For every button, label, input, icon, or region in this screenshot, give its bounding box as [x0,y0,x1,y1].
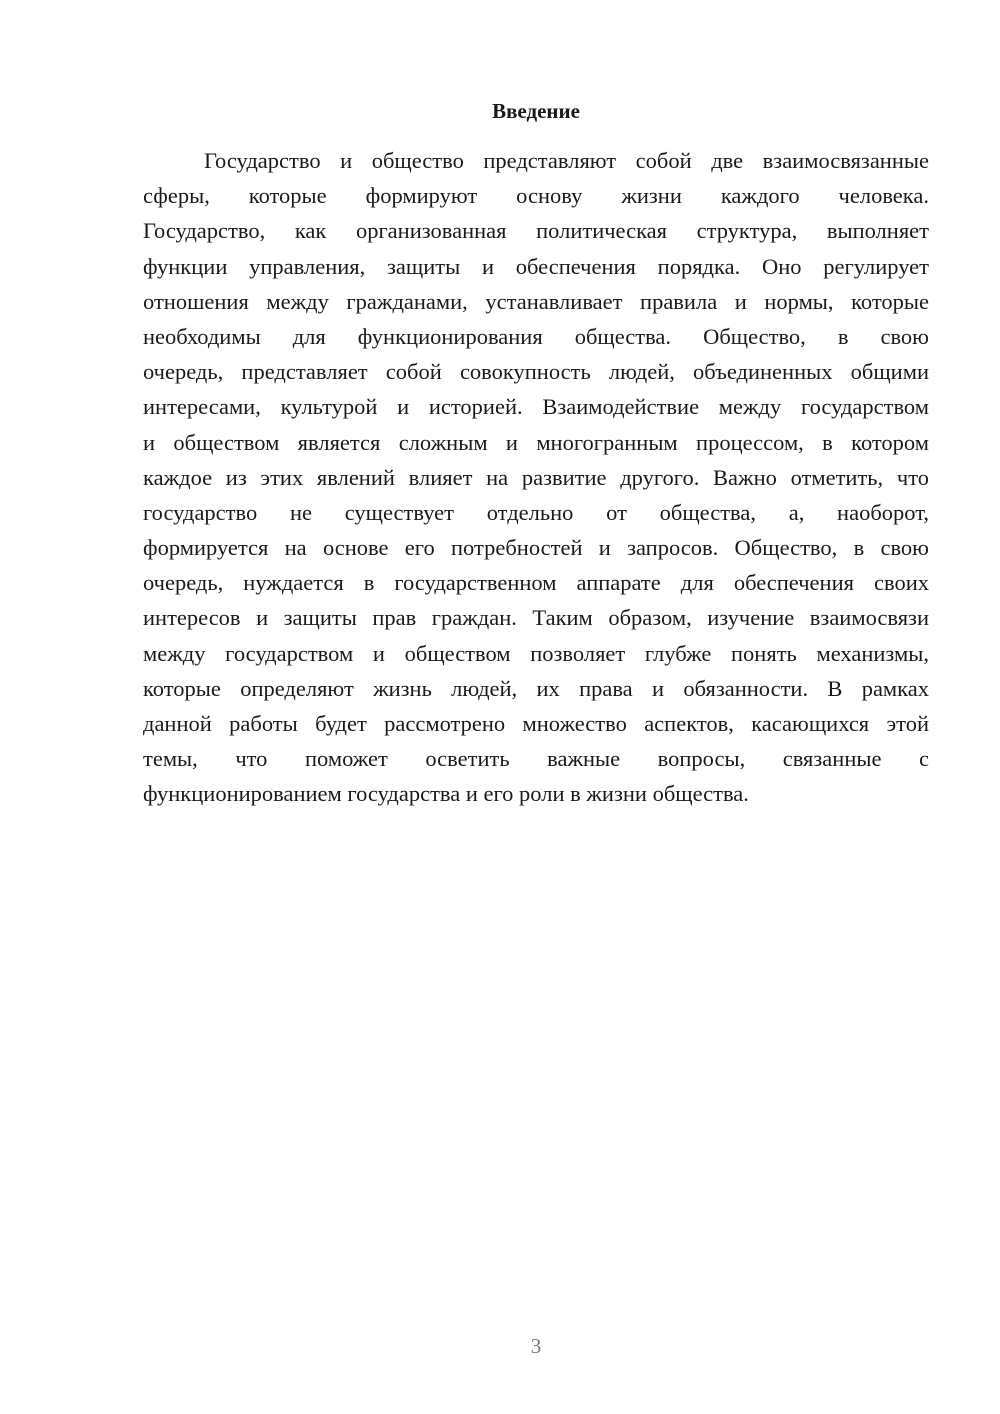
paragraph-line: и обществом является сложным и многогранным процессом, в котором [143,429,929,455]
paragraph-line: данной работы будет рассмотрено множество аспектов, касающихся этой [143,711,929,736]
paragraph-line: функционированием государства и его роли в жизни общества. [143,781,749,807]
paragraph-line: каждое из этих явлений влияет на развитие другого. Важно отметить, что [143,464,929,490]
paragraph-line: очередь, нуждается в государственном аппарате для обеспечения своих [143,570,929,596]
paragraph-line: темы, что поможет осветить важные вопросы, связанные с [143,746,929,772]
paragraph-line: очередь, представляет собой совокупность людей, объединенных общими [143,359,929,385]
paragraph-line: сферы, которые формируют основу жизни каждого человека. [143,183,929,209]
paragraph-line: Государство, как организованная политическая структура, выполняет [143,218,929,244]
section-heading: Введение [492,99,580,123]
paragraph-line: между государством и обществом позволяет глубже понять механизмы, [143,640,929,666]
page-number: 3 [530,1334,542,1358]
paragraph-line: формируется на основе его потребностей и запросов. Общество, в свою [143,535,929,561]
paragraph-line: которые определяют жизнь людей, их права и обязанности. В рамках [143,675,929,701]
paragraph-line: отношения между гражданами, устанавливает правила и нормы, которые [143,288,929,314]
intro-paragraph [143,143,929,812]
paragraph-line: интересов и защиты прав граждан. Таким образом, изучение взаимосвязи [143,605,929,631]
paragraph-line: функции управления, защиты и обеспечения порядка. Оно регулирует [143,253,929,279]
paragraph-line: государство не существует отдельно от общества, а, наоборот, [143,499,929,525]
paragraph-line: необходимы для функционирования общества. Общество, в свою [143,323,929,349]
paragraph-line: Государство и общество представляют собой две взаимосвязанные [204,148,929,173]
paragraph-line: интересами, культурой и историей. Взаимодействие между государством [143,394,929,420]
